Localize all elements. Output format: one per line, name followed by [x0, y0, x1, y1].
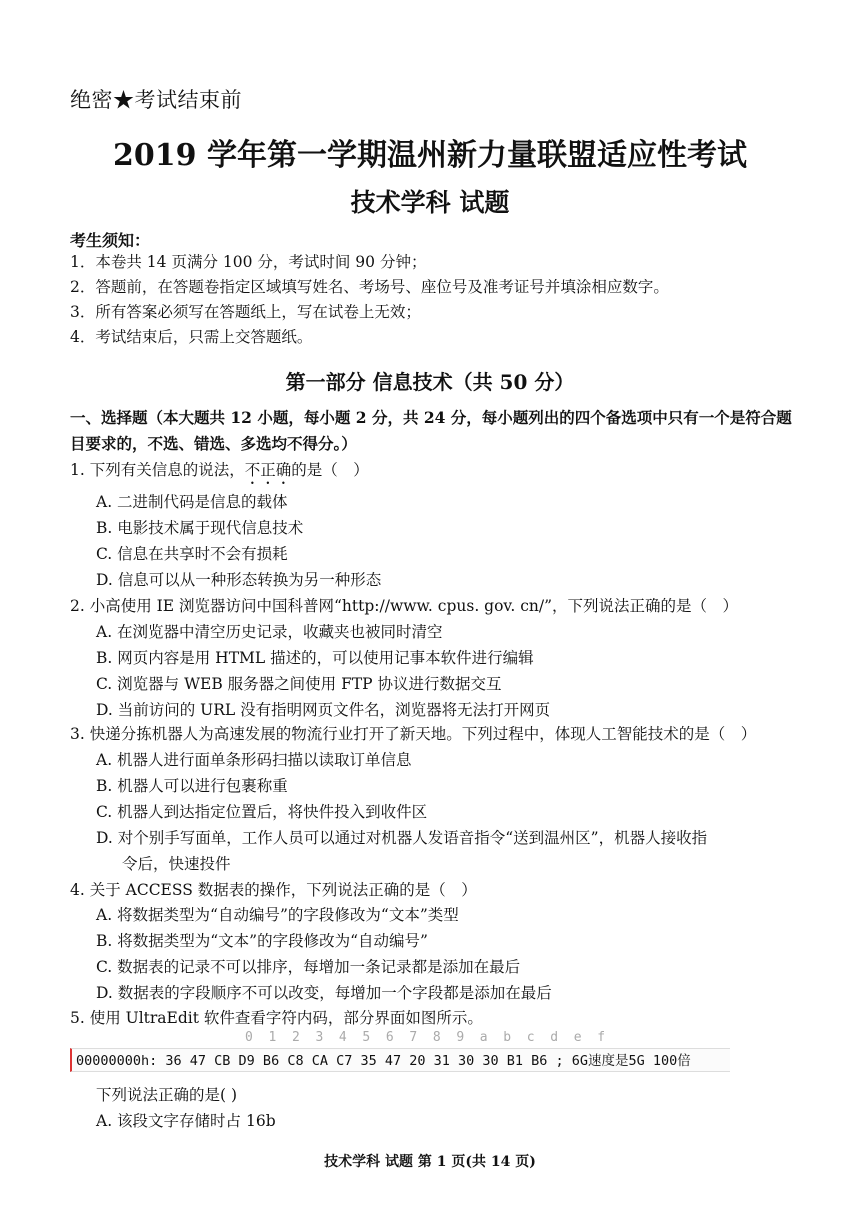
question-1-stem: 1. 下列有关信息的说法，不正确的是（ ）	[70, 461, 369, 479]
question-1-option-c: C. 信息在共享时不会有损耗	[96, 545, 288, 563]
notice-list	[70, 250, 669, 350]
question-3-option-a: A. 机器人进行面单条形码扫描以读取订单信息	[96, 751, 412, 769]
question-4-option-d: D. 数据表的字段顺序不可以改变，每增加一个字段都是添加在最后	[96, 984, 552, 1002]
exam-subtitle: 技术学科 试题	[350, 188, 510, 217]
question-5-sub-stem: 下列说法正确的是( )	[96, 1086, 238, 1104]
question-5-stem: 5. 使用 UltraEdit 软件查看字符内码，部分界面如图所示。	[70, 1009, 483, 1027]
question-4-stem: 4. 关于 ACCESS 数据表的操作，下列说法正确的是（ ）	[70, 881, 477, 899]
notice-item: 1．本卷共 14 页满分 100 分，考试时间 90 分钟；	[70, 253, 427, 271]
question-4-option-a: A. 将数据类型为“自动编号”的字段修改为“文本”类型	[96, 906, 459, 924]
notice-item: 3．所有答案必须写在答题纸上，写在试卷上无效；	[70, 303, 421, 321]
notice-item: 4．考试结束后，只需上交答题纸。	[70, 328, 313, 346]
page-footer: 技术学科 试题 第 1 页(共 14 页)	[324, 1154, 536, 1170]
emphasis-text: 不正确	[244, 461, 292, 479]
question-5-option-a: A. 该段文字存储时占 16b	[96, 1112, 276, 1130]
question-4-option-b: B. 将数据类型为“文本”的字段修改为“自动编号”	[96, 932, 428, 950]
question-2-option-b: B. 网页内容是用 HTML 描述的，可以使用记事本软件进行编辑	[96, 649, 534, 667]
notice-heading: 考生须知：	[70, 231, 151, 250]
hex-data-line: 00000000h: 36 47 CB D9 B6 C8 CA C7 35 47 20 31 30 30 B1 B6 ; 6G速度是5G 100倍	[70, 1048, 730, 1072]
exam-title: 2019 学年第一学期温州新力量联盟适应性考试	[113, 138, 747, 173]
question-4-option-c: C. 数据表的记录不可以排序，每增加一条记录都是添加在最后	[96, 958, 521, 976]
notice-item: 2．答题前，在答题卷指定区域填写姓名、考场号、座位号及准考证号并填涂相应数字。	[70, 278, 669, 296]
question-3-option-d: D. 对个别手写面单，工作人员可以通过对机器人发语音指令“送到温州区”，机器人接收指	[96, 829, 708, 847]
question-1-option-b: B. 电影技术属于现代信息技术	[96, 519, 304, 537]
ultraedit-hex-view	[70, 1030, 730, 1074]
question-3-stem: 3. 快递分拣机器人为高速发展的物流行业打开了新天地。下列过程中，体现人工智能技术的是（ ）	[70, 725, 757, 743]
question-3-option-b: B. 机器人可以进行包裹称重	[96, 777, 288, 795]
question-1-option-a: A. 二进制代码是信息的载体	[96, 493, 288, 511]
hex-column-ruler: 0 1 2 3 4 5 6 7 8 9 a b c d e f	[245, 1030, 606, 1045]
question-2-option-a: A. 在浏览器中清空历史记录，收藏夹也被同时清空	[96, 623, 443, 641]
confidential-label: 绝密★考试结束前	[70, 88, 242, 112]
part-title: 第一部分 信息技术（共 50 分）	[285, 370, 575, 394]
question-3-option-d-cont: 令后，快速投件	[122, 855, 231, 873]
question-2-option-c: C. 浏览器与 WEB 服务器之间使用 FTP 协议进行数据交互	[96, 675, 502, 693]
question-1-option-d: D. 信息可以从一种形态转换为另一种形态	[96, 571, 382, 589]
section-title: 一、选择题（本大题共 12 小题，每小题 2 分，共 24 分，每小题列出的四个备选项中只有一个是符合题目要求的，不选、错选、多选均不得分。）	[70, 408, 792, 453]
question-2-stem: 2. 小高使用 IE 浏览器访问中国科普网“http://www. cpus. gov. cn/”，下列说法正确的是（ ）	[70, 597, 739, 615]
question-2-option-d: D. 当前访问的 URL 没有指明网页文件名，浏览器将无法打开网页	[96, 701, 551, 719]
question-3-option-c: C. 机器人到达指定位置后，将快件投入到收件区	[96, 803, 428, 821]
